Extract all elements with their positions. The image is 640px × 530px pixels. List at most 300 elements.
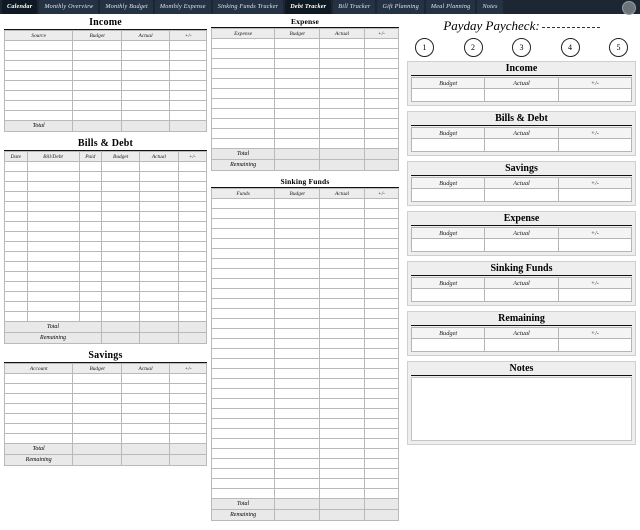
cell[interactable] [178,162,206,172]
cell[interactable] [5,172,28,182]
panel-table-savings[interactable] [411,177,632,202]
cell[interactable] [365,199,399,209]
cell[interactable] [73,394,122,404]
cell[interactable] [212,349,275,359]
cell[interactable] [27,272,79,282]
cell[interactable] [102,252,140,262]
cell[interactable] [73,91,122,101]
cell[interactable] [275,139,320,149]
cell[interactable] [320,199,365,209]
cell[interactable] [121,41,170,51]
cell[interactable] [79,162,102,172]
cell[interactable] [320,59,365,69]
cell[interactable] [320,39,365,49]
cell[interactable] [275,89,320,99]
cell[interactable] [212,279,275,289]
cell[interactable] [320,479,365,489]
tab-notes[interactable]: Notes [477,0,502,14]
cell[interactable] [365,459,399,469]
cell[interactable] [212,399,275,409]
cell[interactable] [212,369,275,379]
cell[interactable] [5,414,73,424]
payday-blank-line[interactable] [542,27,600,28]
tab-calendar[interactable]: Calendar [2,0,37,14]
cell[interactable] [212,409,275,419]
cell[interactable] [558,339,631,352]
cell[interactable] [121,71,170,81]
cell[interactable] [275,399,320,409]
cell[interactable] [140,192,178,202]
cell[interactable] [212,379,275,389]
cell[interactable] [27,292,79,302]
income-table[interactable] [4,30,207,132]
cell[interactable] [558,139,631,152]
cell[interactable] [79,282,102,292]
cell[interactable] [320,69,365,79]
paycheck-number-2[interactable]: 2 [464,38,483,57]
cell[interactable] [79,232,102,242]
sinking-funds-table[interactable] [211,188,399,521]
cell[interactable] [212,129,275,139]
cell[interactable] [412,139,485,152]
cell[interactable] [365,309,399,319]
cell[interactable] [5,162,28,172]
savings-table[interactable] [4,363,207,466]
cell[interactable] [275,259,320,269]
cell[interactable] [121,111,170,121]
cell[interactable] [5,71,73,81]
bills-table[interactable] [4,151,207,344]
cell[interactable] [275,299,320,309]
cell[interactable] [320,299,365,309]
cell[interactable] [365,229,399,239]
cell[interactable] [212,249,275,259]
cell[interactable] [121,91,170,101]
cell[interactable] [320,129,365,139]
cell[interactable] [102,232,140,242]
cell[interactable] [275,489,320,499]
cell[interactable] [275,229,320,239]
cell[interactable] [27,252,79,262]
cell[interactable] [320,229,365,239]
cell[interactable] [275,49,320,59]
cell[interactable] [73,374,122,384]
cell[interactable] [178,182,206,192]
cell[interactable] [121,61,170,71]
cell[interactable] [275,319,320,329]
cell[interactable] [320,369,365,379]
cell[interactable] [320,279,365,289]
cell[interactable] [365,139,399,149]
cell[interactable] [73,414,122,424]
cell[interactable] [275,289,320,299]
cell[interactable] [365,209,399,219]
cell[interactable] [485,239,558,252]
cell[interactable] [121,394,170,404]
cell[interactable] [140,252,178,262]
cell[interactable] [170,51,207,61]
cell[interactable] [275,409,320,419]
cell[interactable] [365,79,399,89]
cell[interactable] [320,399,365,409]
cell[interactable] [320,219,365,229]
cell[interactable] [275,219,320,229]
cell[interactable] [102,192,140,202]
cell[interactable] [73,61,122,71]
cell[interactable] [140,182,178,192]
cell[interactable] [5,222,28,232]
cell[interactable] [5,394,73,404]
cell[interactable] [121,101,170,111]
cell[interactable] [365,249,399,259]
cell[interactable] [275,359,320,369]
cell[interactable] [412,189,485,202]
cell[interactable] [5,101,73,111]
cell[interactable] [170,404,207,414]
cell[interactable] [365,89,399,99]
cell[interactable] [140,242,178,252]
cell[interactable] [102,312,140,322]
cell[interactable] [212,269,275,279]
cell[interactable] [102,162,140,172]
cell[interactable] [212,139,275,149]
cell[interactable] [5,242,28,252]
cell[interactable] [5,374,73,384]
tab-bill-tracker[interactable]: Bill Tracker [333,0,375,14]
cell[interactable] [275,279,320,289]
cell[interactable] [212,79,275,89]
cell[interactable] [5,404,73,414]
cell[interactable] [140,202,178,212]
cell[interactable] [365,419,399,429]
paycheck-number-3[interactable]: 3 [512,38,531,57]
cell[interactable] [275,459,320,469]
tab-gift-planning[interactable]: Gift Planning [377,0,423,14]
cell[interactable] [121,404,170,414]
cell[interactable] [275,309,320,319]
cell[interactable] [212,49,275,59]
cell[interactable] [275,109,320,119]
cell[interactable] [275,329,320,339]
cell[interactable] [365,439,399,449]
cell[interactable] [212,99,275,109]
avatar[interactable] [622,1,636,15]
cell[interactable] [365,369,399,379]
cell[interactable] [27,202,79,212]
cell[interactable] [212,339,275,349]
cell[interactable] [178,242,206,252]
cell[interactable] [178,212,206,222]
cell[interactable] [320,109,365,119]
cell[interactable] [275,369,320,379]
cell[interactable] [27,312,79,322]
cell[interactable] [212,199,275,209]
cell[interactable] [170,111,207,121]
cell[interactable] [140,282,178,292]
cell[interactable] [485,289,558,302]
cell[interactable] [558,189,631,202]
cell[interactable] [320,339,365,349]
cell[interactable] [320,289,365,299]
cell[interactable] [212,289,275,299]
cell[interactable] [320,49,365,59]
cell[interactable] [485,339,558,352]
cell[interactable] [275,69,320,79]
cell[interactable] [558,239,631,252]
cell[interactable] [365,349,399,359]
cell[interactable] [320,379,365,389]
cell[interactable] [320,79,365,89]
cell[interactable] [212,209,275,219]
cell[interactable] [558,289,631,302]
cell[interactable] [73,51,122,61]
cell[interactable] [73,101,122,111]
cell[interactable] [140,212,178,222]
cell[interactable] [365,109,399,119]
paycheck-number-5[interactable]: 5 [609,38,628,57]
cell[interactable] [412,89,485,102]
cell[interactable] [5,91,73,101]
cell[interactable] [320,89,365,99]
cell[interactable] [275,429,320,439]
cell[interactable] [320,349,365,359]
cell[interactable] [275,479,320,489]
cell[interactable] [73,41,122,51]
cell[interactable] [365,469,399,479]
cell[interactable] [73,71,122,81]
cell[interactable] [212,119,275,129]
cell[interactable] [412,289,485,302]
cell[interactable] [275,129,320,139]
tab-monthly-expense[interactable]: Monthly Expense [155,0,211,14]
cell[interactable] [5,81,73,91]
cell[interactable] [320,389,365,399]
cell[interactable] [121,384,170,394]
cell[interactable] [27,192,79,202]
cell[interactable] [320,329,365,339]
cell[interactable] [320,249,365,259]
cell[interactable] [5,282,28,292]
cell[interactable] [365,429,399,439]
cell[interactable] [365,279,399,289]
cell[interactable] [5,424,73,434]
cell[interactable] [275,439,320,449]
cell[interactable] [79,192,102,202]
cell[interactable] [212,59,275,69]
cell[interactable] [170,61,207,71]
cell[interactable] [170,394,207,404]
cell[interactable] [365,69,399,79]
cell[interactable] [365,219,399,229]
panel-table-bills-debt[interactable] [411,127,632,152]
cell[interactable] [320,429,365,439]
cell[interactable] [275,379,320,389]
paycheck-number-4[interactable]: 4 [561,38,580,57]
cell[interactable] [275,199,320,209]
cell[interactable] [102,282,140,292]
cell[interactable] [275,209,320,219]
panel-table-income[interactable] [411,77,632,102]
cell[interactable] [5,111,73,121]
cell[interactable] [5,232,28,242]
cell[interactable] [79,302,102,312]
cell[interactable] [320,419,365,429]
cell[interactable] [178,222,206,232]
cell[interactable] [320,469,365,479]
cell[interactable] [275,119,320,129]
cell[interactable] [27,232,79,242]
cell[interactable] [27,172,79,182]
tab-meal-planning[interactable]: Meal Planning [426,0,476,14]
cell[interactable] [365,319,399,329]
cell[interactable] [102,302,140,312]
cell[interactable] [178,192,206,202]
tab-monthly-budget[interactable]: Monthly Budget [100,0,153,14]
cell[interactable] [212,109,275,119]
notes-input[interactable] [411,377,632,441]
cell[interactable] [79,312,102,322]
cell[interactable] [5,61,73,71]
cell[interactable] [170,434,207,444]
cell[interactable] [27,182,79,192]
cell[interactable] [178,272,206,282]
cell[interactable] [121,374,170,384]
cell[interactable] [178,262,206,272]
cell[interactable] [365,399,399,409]
cell[interactable] [27,242,79,252]
cell[interactable] [212,229,275,239]
cell[interactable] [178,252,206,262]
cell[interactable] [212,319,275,329]
cell[interactable] [320,489,365,499]
cell[interactable] [320,459,365,469]
cell[interactable] [212,219,275,229]
cell[interactable] [212,439,275,449]
cell[interactable] [5,41,73,51]
expense-table[interactable] [211,28,399,171]
cell[interactable] [140,302,178,312]
cell[interactable] [275,79,320,89]
cell[interactable] [79,252,102,262]
cell[interactable] [27,222,79,232]
cell[interactable] [320,239,365,249]
cell[interactable] [212,329,275,339]
cell[interactable] [485,189,558,202]
cell[interactable] [275,469,320,479]
cell[interactable] [275,59,320,69]
cell[interactable] [121,51,170,61]
cell[interactable] [275,239,320,249]
cell[interactable] [140,232,178,242]
panel-table-expense[interactable] [411,227,632,252]
cell[interactable] [365,59,399,69]
cell[interactable] [121,424,170,434]
cell[interactable] [212,469,275,479]
cell[interactable] [212,89,275,99]
cell[interactable] [102,262,140,272]
cell[interactable] [212,389,275,399]
cell[interactable] [140,272,178,282]
cell[interactable] [170,101,207,111]
cell[interactable] [275,389,320,399]
cell[interactable] [212,489,275,499]
cell[interactable] [27,162,79,172]
cell[interactable] [365,49,399,59]
cell[interactable] [275,349,320,359]
cell[interactable] [140,222,178,232]
cell[interactable] [485,139,558,152]
cell[interactable] [275,269,320,279]
cell[interactable] [5,434,73,444]
cell[interactable] [170,424,207,434]
cell[interactable] [27,302,79,312]
cell[interactable] [320,119,365,129]
cell[interactable] [5,262,28,272]
cell[interactable] [79,212,102,222]
cell[interactable] [320,319,365,329]
cell[interactable] [320,259,365,269]
cell[interactable] [79,262,102,272]
cell[interactable] [320,359,365,369]
cell[interactable] [365,119,399,129]
cell[interactable] [178,232,206,242]
cell[interactable] [73,434,122,444]
cell[interactable] [212,69,275,79]
cell[interactable] [5,312,28,322]
cell[interactable] [365,129,399,139]
panel-table-sinking-funds[interactable] [411,277,632,302]
cell[interactable] [170,41,207,51]
cell[interactable] [275,419,320,429]
panel-table-remaining[interactable] [411,327,632,352]
cell[interactable] [121,414,170,424]
cell[interactable] [5,192,28,202]
cell[interactable] [102,292,140,302]
cell[interactable] [212,299,275,309]
cell[interactable] [140,162,178,172]
cell[interactable] [365,259,399,269]
cell[interactable] [558,89,631,102]
cell[interactable] [178,292,206,302]
cell[interactable] [412,239,485,252]
cell[interactable] [212,459,275,469]
cell[interactable] [320,409,365,419]
cell[interactable] [79,222,102,232]
cell[interactable] [275,39,320,49]
cell[interactable] [320,99,365,109]
cell[interactable] [365,489,399,499]
cell[interactable] [412,339,485,352]
cell[interactable] [5,252,28,262]
paycheck-number-1[interactable]: 1 [415,38,434,57]
cell[interactable] [320,269,365,279]
cell[interactable] [79,272,102,282]
cell[interactable] [140,172,178,182]
cell[interactable] [212,239,275,249]
cell[interactable] [365,339,399,349]
cell[interactable] [365,269,399,279]
cell[interactable] [365,479,399,489]
cell[interactable] [79,172,102,182]
cell[interactable] [320,439,365,449]
cell[interactable] [73,404,122,414]
cell[interactable] [365,239,399,249]
cell[interactable] [27,212,79,222]
cell[interactable] [178,282,206,292]
cell[interactable] [27,262,79,272]
cell[interactable] [212,259,275,269]
cell[interactable] [320,209,365,219]
